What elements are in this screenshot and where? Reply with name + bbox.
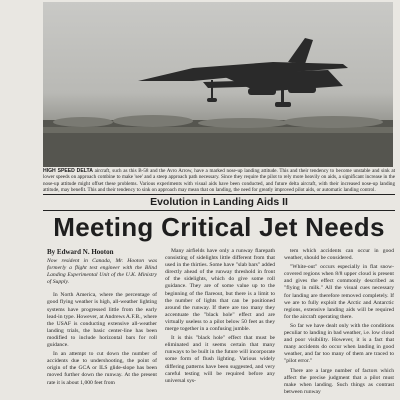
- paragraph: So far we have dealt only with the conditions peculiar to landing in bad weather, i.e. low cloud and poor visibility. However, it is a fact that many accidents do occur when landing in good weather, and far too many of them are traced to "pilot error.": [284, 322, 394, 365]
- paragraph: tem which accidents can occur in good weather, should be considered.: [284, 248, 394, 262]
- byline: By Edward N. Hooton: [47, 248, 114, 256]
- article-headline: Meeting Critical Jet Needs: [53, 212, 385, 242]
- author-bio-text: Now resident in Canada, Mr. Hooton was formerly a flight test engineer with the Blind Landing Experimental Unit of the U.K. Ministry of Supply.: [47, 258, 157, 286]
- series-title: Evolution in Landing Aids II: [43, 194, 395, 211]
- article-column-1: [47, 248, 157, 389]
- paragraph: Many airfields have only a runway flarepath consisting of sidelights little different from that used in the thirties. Some have "slab bars" added directly ahead of the runway threshold in front of the sidelights, which do give some roll guidance. They are of some value up to the beginning of the flareout, but there is a limit to the number of lights that can be positioned around the runway. If there are too many they accentuate the "black hole" effect and are virtually useless to a pilot below 50 feet as they merge together in a confusing jumble.: [165, 248, 275, 333]
- author-bio: [47, 258, 157, 286]
- paragraph: There are a large number of factors which affect the precise judgment that a pilot must make when landing. Such things as contrast between runway: [284, 367, 394, 395]
- caption-text: aircraft, such as this B-58 and the Avro Arrow, have a marked nose-up landing attitude. This and their tendency to become unstable and sink at lower speeds on approach combine to make 'see' and a steep approach path necessary. Since they require the pilot to rely more heavily on aids, a significant increase in the nose-up attitude might offset these problems. Various experiments with visual aids have been conducted, and future delta aircraft, with their increased nose-up landing attitude, may benefit. This and their tendency to sink on approach may mean that on landing, the need for greatly improved pilot aids, or automatic landing control.: [43, 168, 396, 193]
- article-column-3: [284, 248, 394, 398]
- photo-caption: [43, 168, 395, 193]
- caption-lead: HIGH SPEED DELTA: [43, 168, 93, 174]
- paragraph: In an attempt to cut down the number of accidents due to undershooting, the point of origin of the GCA or ILS glide-slope has been moved further down the runway. At the present rate it is about 1,000 feet from: [47, 351, 157, 386]
- paragraph: "White-out" occurs especially in flat snow-covered regions when 8/8 upper cloud is present and gives the effect commonly described as "flying in milk." All the visual cues necessary for landing are therefore removed completely. If we are to fully exploit the Arctic and Antarctic regions, extensive landing aids will be required for the aircraft operating there.: [284, 264, 394, 320]
- aircraft-photo: [43, 2, 393, 167]
- paragraph: It is this "black hole" effect that must be eliminated and it seems certain that many runways to be built in the future will incorporate some form of flush lighting. Various widely differing patterns have been suggested, and very careful testing will be required before any universal sys-: [165, 335, 275, 384]
- delta-wing-jet-illustration: [43, 2, 393, 167]
- paragraph: In North America, where the percentage of good flying weather is high, all-weather lighting systems have progressed little from the early lead-in type. However, at Andrews A.F.B., where the USAF is conducting extensive all-weather landing trials, the basic center-line has been modified to include horizontal bars for roll guidance.: [47, 292, 157, 349]
- article-column-2: [165, 248, 275, 387]
